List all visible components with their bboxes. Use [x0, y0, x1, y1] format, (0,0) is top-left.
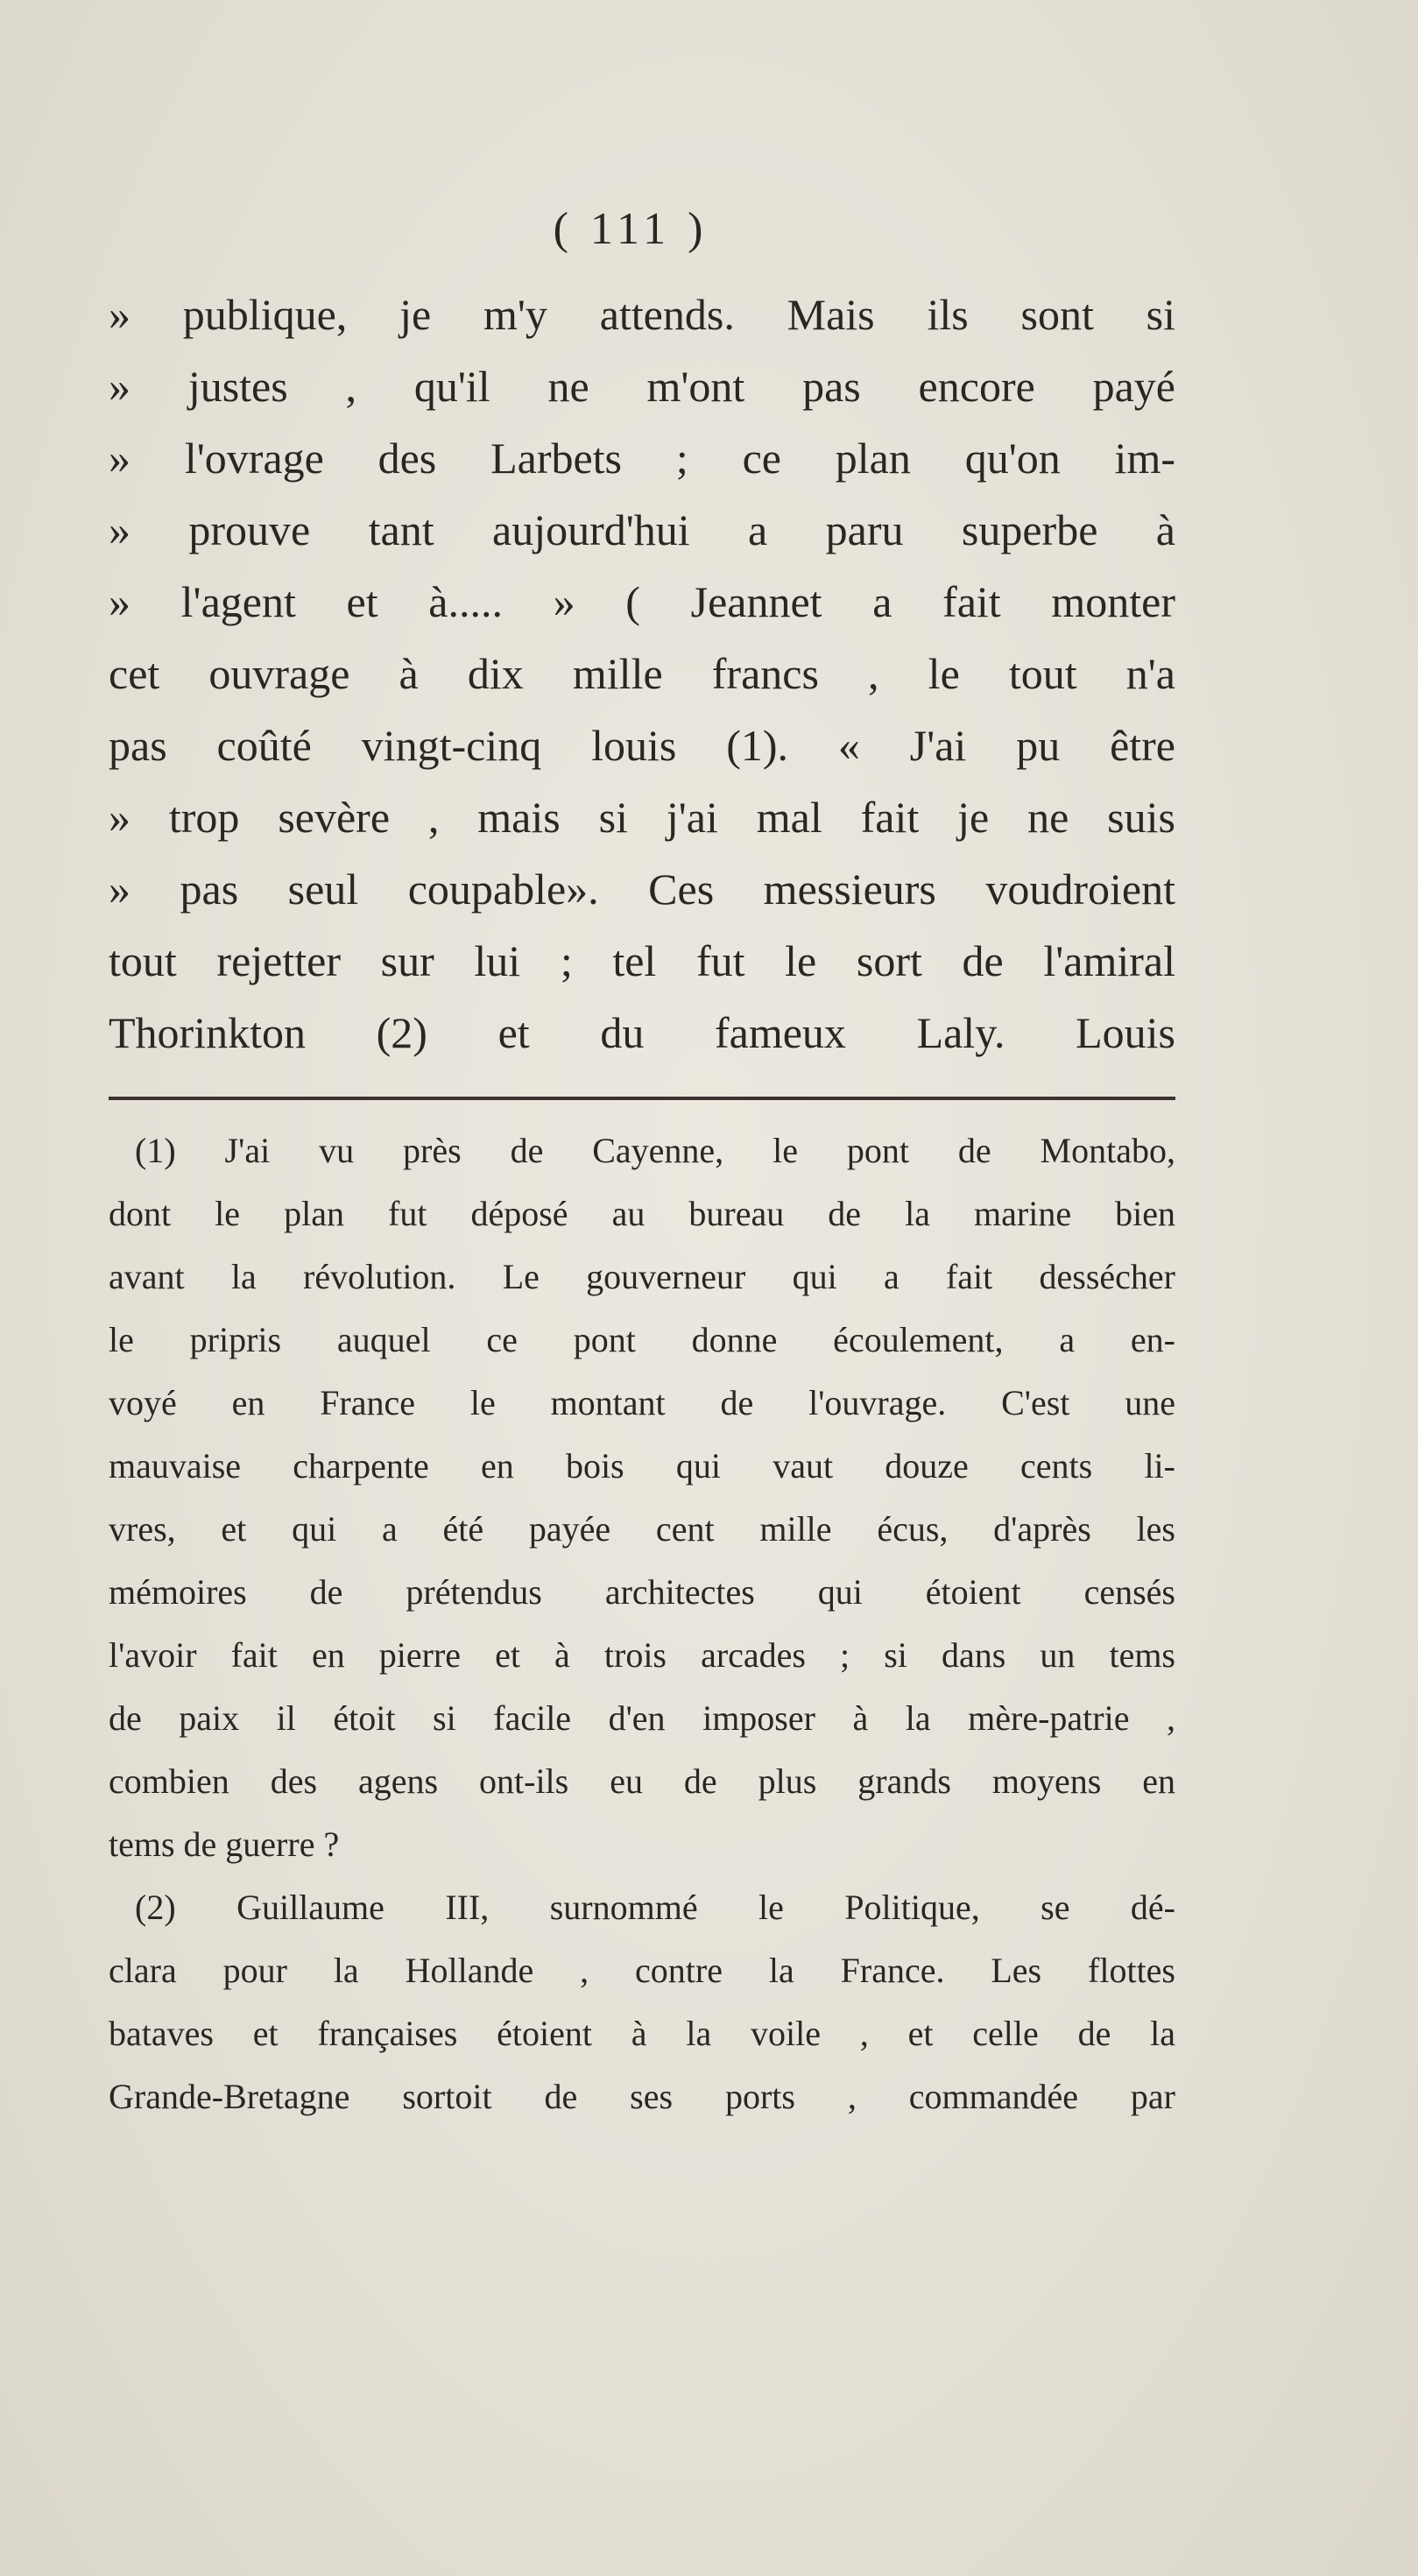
footnote-line: bataves et françaises étoient à la voile , et celle de la	[109, 2014, 1175, 2053]
footnote-line: combien des agens ont-ils eu de plus grands moyens en	[109, 1761, 1175, 1801]
main-text-line: » prouve tant aujourd'hui a paru superbe à	[109, 505, 1175, 554]
footnote-line: de paix il étoit si facile d'en imposer à la mère-patrie ,	[109, 1698, 1175, 1738]
footnote-divider	[109, 1097, 1175, 1100]
main-text-line: » pas seul coupable». Ces messieurs voudroient	[109, 865, 1175, 914]
footnote-line: dont le plan fut déposé au bureau de la marine bien	[109, 1194, 1175, 1233]
footnote-line: vres, et qui a été payée cent mille écus, d'après les	[109, 1509, 1175, 1549]
footnote-line: (2) Guillaume III, surnommé le Politique, se dé-	[135, 1888, 1175, 1927]
main-text-line: » justes , qu'il ne m'ont pas encore payé	[109, 362, 1175, 411]
footnote-line: le pripris auquel ce pont donne écoulement, a en-	[109, 1320, 1175, 1359]
main-text-line: » publique, je m'y attends. Mais ils sont si	[109, 290, 1175, 339]
footnote-line: l'avoir fait en pierre et à trois arcades ; si dans un tems	[109, 1635, 1175, 1675]
main-text	[109, 279, 1175, 1069]
page-number: ( 111 )	[553, 204, 709, 254]
main-text-line: » l'agent et à..... » ( Jeannet a fait monter	[109, 577, 1175, 626]
footnote-line: avant la révolution. Le gouverneur qui a fait dessécher	[109, 1257, 1175, 1296]
footnote-line: (1) J'ai vu près de Cayenne, le pont de Montabo,	[135, 1131, 1175, 1170]
main-text-line: cet ouvrage à dix mille francs , le tout n'a	[109, 649, 1175, 698]
footnote-line: voyé en France le montant de l'ouvrage. C'est une	[109, 1383, 1175, 1422]
footnote-line: Grande-Bretagne sortoit de ses ports , commandée par	[109, 2077, 1175, 2116]
footnote-line: tems de guerre ?	[109, 1824, 340, 1864]
footnotes	[109, 1119, 1175, 2128]
main-text-line: pas coûté vingt-cinq louis (1). « J'ai pu être	[109, 721, 1175, 770]
main-text-line: » l'ovrage des Larbets ; ce plan qu'on im-	[109, 434, 1175, 483]
footnote-line: mémoires de prétendus architectes qui étoient censés	[109, 1572, 1175, 1612]
footnote-line: clara pour la Hollande , contre la France. Les flottes	[109, 1951, 1175, 1990]
main-text-line: tout rejetter sur lui ; tel fut le sort de l'amiral	[109, 936, 1175, 985]
footnote-line: mauvaise charpente en bois qui vaut douze cents li-	[109, 1446, 1175, 1486]
main-text-line: Thorinkton (2) et du fameux Laly. Louis	[109, 1008, 1175, 1057]
main-text-line: » trop sevère , mais si j'ai mal fait je ne suis	[109, 793, 1175, 842]
